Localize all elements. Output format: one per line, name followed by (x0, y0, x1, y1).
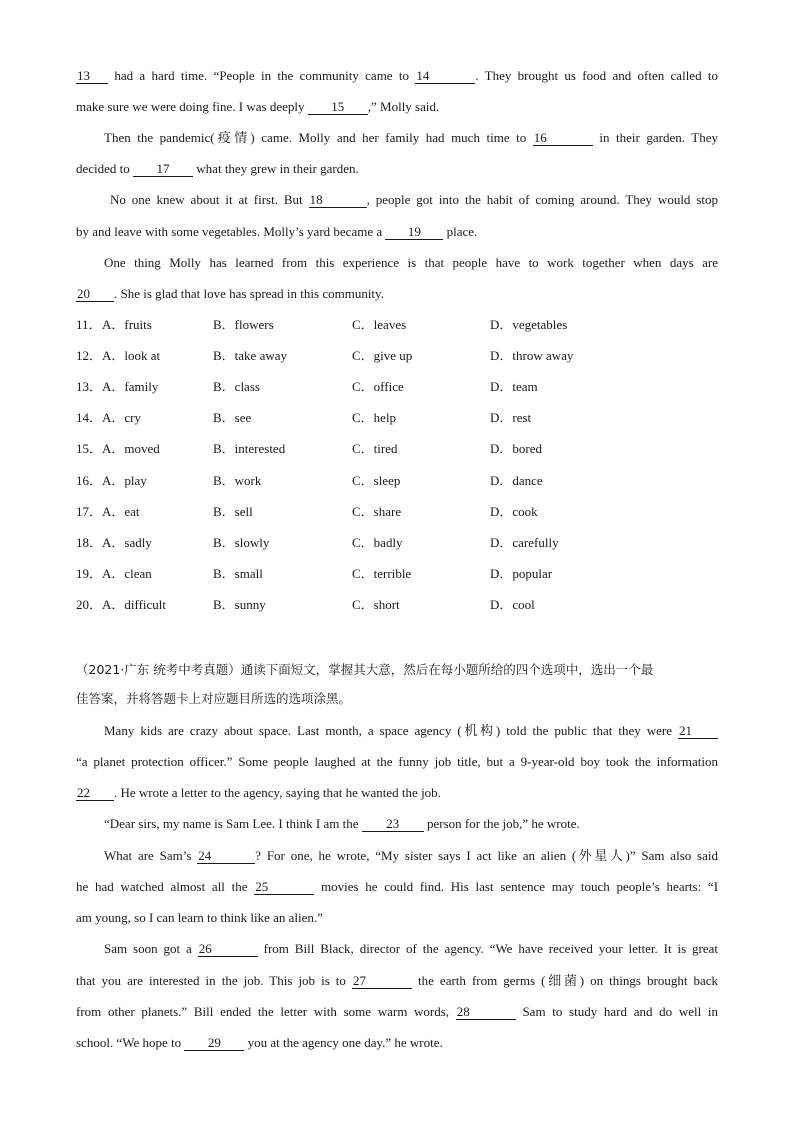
passage-text: Many kids are crazy about space. Last month, a space agency (机构) told the public that they were (104, 723, 672, 738)
option-b: B．sell (213, 503, 253, 519)
question-number: 11． (76, 317, 102, 332)
passage-text: . They brought us food and often called to (475, 68, 718, 83)
passage-text: from Bill Black, director of the agency. “We have received your letter. It is great (263, 941, 719, 956)
option-d: D．cool (490, 596, 535, 612)
option-d: D．throw away (490, 348, 574, 364)
option-b: B．take away (213, 348, 288, 364)
question-number: 15． (76, 441, 103, 457)
passage-text: you at the agency one day.” he wrote. (247, 1035, 443, 1050)
option-b: B．small (213, 565, 263, 581)
passage-text: from other planets.” Bill ended the letter with some warm words, (76, 1004, 450, 1019)
option-row (76, 596, 718, 614)
option-b: B．interested (213, 441, 286, 457)
option-a: A．clean (102, 565, 152, 581)
passage-text: “a planet protection officer.” Some people laughed at the funny job title, but a 9-year-old boy took the information (76, 754, 718, 769)
passage2-line (76, 1034, 718, 1052)
passage2-line (76, 784, 718, 802)
passage-text: in their garden. They (599, 130, 718, 145)
passage2-line (76, 909, 718, 927)
section-instruction: （2021·广东 统考中考真题）通读下面短文，掌握其大意，然后在每小题所给的四个选项中，选出一个最 (76, 662, 654, 677)
blank-13: 13 (76, 69, 108, 84)
option-a: A．fruits (102, 317, 152, 332)
option-row (76, 316, 718, 334)
blank-16: 16 (533, 131, 593, 146)
option-row (76, 347, 718, 365)
passage-text: ? For one, he wrote, “My sister says I act like an alien (外星人)” Sam also said (255, 848, 719, 863)
blank-22: 22 (76, 786, 114, 801)
passage-text: What are Sam’s (104, 848, 192, 863)
question-number: 18． (76, 534, 103, 550)
option-a: A．eat (102, 503, 140, 519)
passage-text: , people got into the habit of coming around. They would stop (366, 192, 719, 207)
question-number: 16． (76, 472, 103, 488)
option-a: A．sadly (102, 534, 152, 550)
option-row (76, 409, 718, 427)
blank-20: 20 (76, 287, 114, 302)
passage1-line (76, 160, 718, 178)
option-row (76, 378, 718, 396)
blank-17: 17 (133, 162, 193, 177)
passage-text: . He wrote a letter to the agency, saying that he wanted the job. (114, 785, 441, 800)
passage-text: had a hard time. “People in the community came to (114, 68, 410, 83)
passage-text: . She is glad that love has spread in this community. (114, 286, 384, 301)
passage-text: the earth from germs (细菌) on things brought back (418, 973, 719, 988)
option-row (76, 565, 718, 583)
blank-29: 29 (184, 1036, 244, 1051)
passage-text: One thing Molly has learned from this experience is that people have to work together when days are (104, 255, 718, 270)
option-d: D．popular (490, 565, 553, 581)
option-c: C．short (352, 596, 400, 612)
passage2-line (104, 847, 718, 865)
passage-text: by and leave with some vegetables. Molly’s yard became a (76, 224, 383, 239)
section-instruction: 佳答案，并将答题卡上对应题目所选的选项涂黑。 (76, 691, 352, 706)
option-c: C．tired (352, 441, 398, 457)
blank-26: 26 (198, 942, 258, 957)
blank-15: 15 (308, 100, 368, 115)
question-number: 12． (76, 348, 103, 364)
passage2-line (104, 815, 718, 833)
option-c: C．badly (352, 534, 403, 550)
option-d: D．carefully (490, 534, 559, 550)
blank-14: 14 (415, 69, 475, 84)
option-b: B．class (213, 379, 260, 395)
passage2-line (76, 972, 718, 990)
option-b: B．slowly (213, 534, 270, 550)
passage-text: he had watched almost all the (76, 879, 248, 894)
blank-19: 19 (385, 225, 443, 240)
option-d: D．vegetables (490, 317, 568, 332)
option-b: B．see (213, 410, 252, 426)
passage-text: am young, so I can learn to think like an alien.” (76, 910, 323, 925)
question-number: 13． (76, 379, 103, 395)
passage2-line (76, 1003, 718, 1021)
passage2-line (76, 878, 718, 896)
passage2-line (104, 722, 718, 740)
blank-27: 27 (352, 974, 412, 989)
blank-18: 18 (309, 193, 367, 208)
passage-text: decided to (76, 161, 130, 176)
option-b: B．work (213, 472, 262, 488)
option-c: C．share (352, 503, 402, 519)
passage-text: ,” Molly said. (367, 99, 440, 114)
blank-28: 28 (456, 1005, 516, 1020)
question-number: 19． (76, 565, 103, 581)
passage-text: person for the job,” he wrote. (427, 816, 580, 831)
passage1-line (104, 254, 718, 272)
option-d: D．rest (490, 410, 532, 426)
option-d: D．bored (490, 441, 542, 457)
option-row (76, 503, 718, 521)
option-row (76, 472, 718, 490)
passage-text: No one knew about it at first. But (110, 192, 303, 207)
passage-text: place. (446, 224, 478, 239)
blank-25: 25 (254, 880, 314, 895)
option-a: A．cry (102, 410, 141, 426)
passage-text: Sam to study hard and do well in (522, 1004, 719, 1019)
passage1-line (76, 67, 718, 85)
option-b: B．flowers (213, 317, 274, 332)
passage-text: make sure we were doing fine. I was deeply (76, 99, 305, 114)
option-b: B．sunny (213, 596, 266, 612)
option-c: C．give up (352, 348, 413, 364)
passage1-line (76, 223, 718, 241)
question-number: 17． (76, 503, 103, 519)
option-a: A．look at (102, 348, 161, 364)
option-a: A．moved (102, 441, 160, 457)
option-c: C．sleep (352, 472, 401, 488)
option-c: C．office (352, 379, 404, 395)
passage-text: that you are interested in the job. This job is to (76, 973, 346, 988)
passage1-line (110, 191, 718, 209)
option-row (76, 440, 718, 458)
option-c: C．leaves (352, 317, 407, 332)
option-d: D．dance (490, 472, 543, 488)
blank-23: 23 (362, 817, 424, 832)
option-c: C．terrible (352, 565, 412, 581)
passage-text: Sam soon got a (104, 941, 192, 956)
passage2-line (76, 753, 718, 771)
blank-24: 24 (197, 849, 255, 864)
question-number: 14． (76, 410, 103, 426)
option-a: A．play (102, 472, 147, 488)
passage-text: movies he could find. His last sentence may touch people’s hearts: “I (320, 879, 719, 894)
passage-text: what they grew in their garden. (196, 161, 359, 176)
option-a: A．family (102, 379, 159, 395)
passage-text: Then the pandemic(疫情) came. Molly and her family had much time to (104, 130, 527, 145)
option-c: C．help (352, 410, 397, 426)
passage-text: school. “We hope to (76, 1035, 182, 1050)
passage1-line (104, 129, 718, 147)
option-a: A．difficult (102, 596, 167, 612)
question-number: 20． (76, 596, 103, 612)
option-d: D．team (490, 379, 538, 395)
option-row (76, 534, 718, 552)
option-d: D．cook (490, 503, 538, 519)
passage-text: “Dear sirs, my name is Sam Lee. I think I am the (104, 816, 359, 831)
blank-21: 21 (678, 724, 718, 739)
passage1-line (76, 285, 718, 303)
passage2-line (104, 940, 718, 958)
passage1-line (76, 98, 718, 116)
